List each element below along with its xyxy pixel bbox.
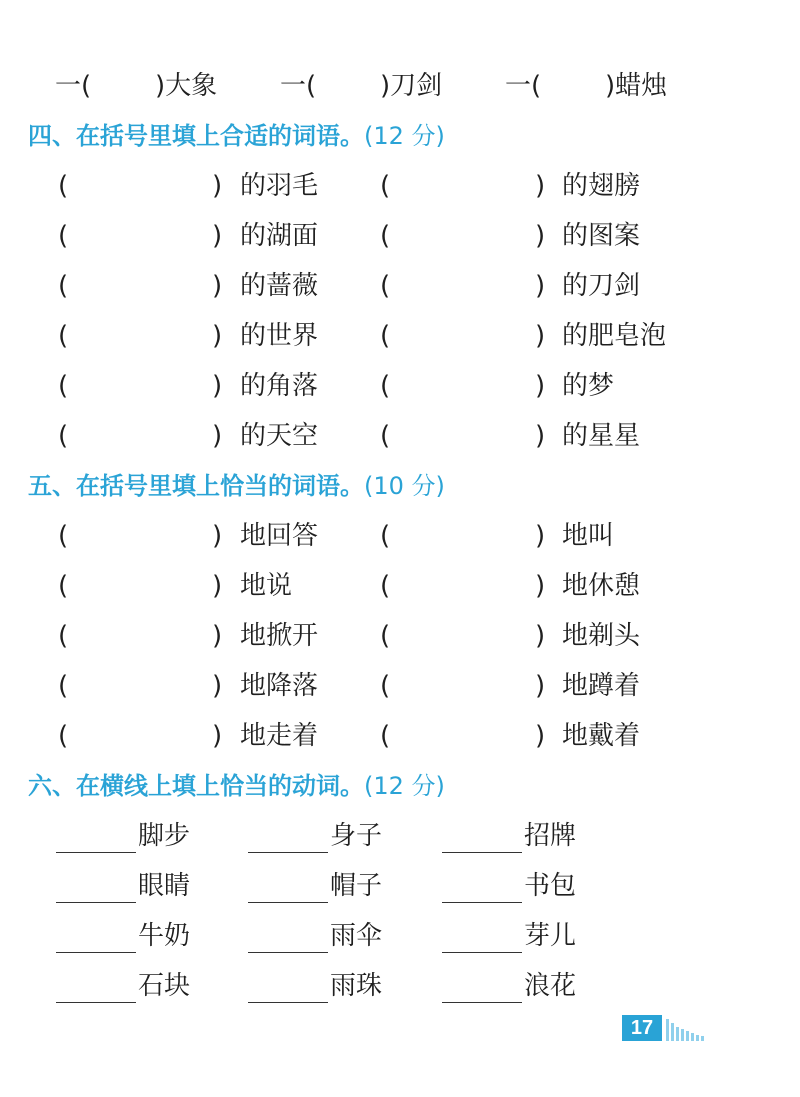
- section6-word: 牛奶: [138, 921, 191, 951]
- section6-word: 雨珠: [330, 971, 383, 1001]
- section4-score: (12 分): [364, 122, 445, 150]
- open-paren: (: [380, 371, 391, 401]
- open-paren: (: [58, 421, 69, 451]
- open-paren: (: [380, 671, 391, 701]
- top-prefix-2: 一(: [280, 71, 317, 101]
- close-paren: ): [212, 671, 223, 701]
- open-paren: (: [58, 571, 69, 601]
- section5-score: (10 分): [364, 472, 445, 500]
- section4-left-word: 的世界: [240, 321, 319, 351]
- section5-right-word: 地休憩: [562, 571, 641, 601]
- open-paren: (: [380, 271, 391, 301]
- close-paren: ): [212, 421, 223, 451]
- section4-right-word: 的肥皂泡: [562, 321, 667, 351]
- section6-word: 浪花: [524, 971, 577, 1001]
- section5-left-word: 地降落: [240, 671, 319, 701]
- answer-blank[interactable]: [442, 852, 522, 853]
- top-suffix-2: )刀剑: [380, 71, 443, 101]
- answer-blank[interactable]: [442, 1002, 522, 1003]
- open-paren: (: [380, 721, 391, 751]
- close-paren: ): [535, 421, 546, 451]
- close-paren: ): [212, 621, 223, 651]
- open-paren: (: [58, 271, 69, 301]
- open-paren: (: [380, 321, 391, 351]
- section6-word: 芽儿: [524, 921, 577, 951]
- section4-right-word: 的梦: [562, 371, 615, 401]
- section5-right-word: 地戴着: [562, 721, 641, 751]
- section6-word: 帽子: [330, 871, 383, 901]
- section5-heading: [28, 470, 445, 502]
- close-paren: ): [212, 321, 223, 351]
- section5-left-word: 地掀开: [240, 621, 319, 651]
- section4-right-word: 的星星: [562, 421, 641, 451]
- open-paren: (: [58, 321, 69, 351]
- close-paren: ): [535, 671, 546, 701]
- section4-left-word: 的天空: [240, 421, 319, 451]
- open-paren: (: [58, 221, 69, 251]
- open-paren: (: [58, 371, 69, 401]
- close-paren: ): [212, 221, 223, 251]
- answer-blank[interactable]: [442, 952, 522, 953]
- section5-left-word: 地回答: [240, 521, 319, 551]
- answer-blank[interactable]: [248, 1002, 328, 1003]
- open-paren: (: [58, 621, 69, 651]
- close-paren: ): [212, 271, 223, 301]
- section4-right-word: 的刀剑: [562, 271, 641, 301]
- section4-title: 四、在括号里填上合适的词语。: [28, 122, 364, 150]
- open-paren: (: [58, 721, 69, 751]
- section5-right-word: 地蹲着: [562, 671, 641, 701]
- close-paren: ): [212, 571, 223, 601]
- section4-heading: [28, 120, 445, 152]
- section6-word: 身子: [330, 821, 383, 851]
- section5-left-word: 地走着: [240, 721, 319, 751]
- section6-word: 眼睛: [138, 871, 191, 901]
- open-paren: (: [380, 221, 391, 251]
- section5-right-word: 地叫: [562, 521, 615, 551]
- close-paren: ): [212, 371, 223, 401]
- close-paren: ): [212, 171, 223, 201]
- open-paren: (: [380, 571, 391, 601]
- open-paren: (: [380, 421, 391, 451]
- close-paren: ): [535, 271, 546, 301]
- section6-title: 六、在横线上填上恰当的动词。: [28, 772, 364, 800]
- close-paren: ): [535, 221, 546, 251]
- close-paren: ): [212, 721, 223, 751]
- answer-blank[interactable]: [56, 952, 136, 953]
- open-paren: (: [58, 171, 69, 201]
- open-paren: (: [380, 621, 391, 651]
- close-paren: ): [535, 171, 546, 201]
- page-number: 17: [622, 1015, 662, 1041]
- open-paren: (: [380, 171, 391, 201]
- top-suffix-3: )蜡烛: [605, 71, 668, 101]
- answer-blank[interactable]: [442, 902, 522, 903]
- top-prefix-3: 一(: [505, 71, 542, 101]
- bars-decoration-icon: [666, 1015, 706, 1041]
- section5-right-word: 地剃头: [562, 621, 641, 651]
- section4-right-word: 的翅膀: [562, 171, 641, 201]
- section6-word: 石块: [138, 971, 191, 1001]
- section5-title: 五、在括号里填上恰当的词语。: [28, 472, 364, 500]
- section6-word: 招牌: [524, 821, 577, 851]
- close-paren: ): [535, 521, 546, 551]
- section6-heading: [28, 770, 445, 802]
- section5-left-word: 地说: [240, 571, 293, 601]
- section4-left-word: 的羽毛: [240, 171, 319, 201]
- open-paren: (: [58, 671, 69, 701]
- section6-score: (12 分): [364, 772, 445, 800]
- top-suffix-1: )大象: [155, 71, 218, 101]
- section6-word: 书包: [524, 871, 577, 901]
- close-paren: ): [535, 321, 546, 351]
- close-paren: ): [212, 521, 223, 551]
- answer-blank[interactable]: [56, 1002, 136, 1003]
- section4-right-word: 的图案: [562, 221, 641, 251]
- close-paren: ): [535, 371, 546, 401]
- close-paren: ): [535, 571, 546, 601]
- answer-blank[interactable]: [56, 852, 136, 853]
- close-paren: ): [535, 721, 546, 751]
- top-prefix-1: 一(: [55, 71, 92, 101]
- answer-blank[interactable]: [248, 902, 328, 903]
- answer-blank[interactable]: [248, 952, 328, 953]
- section6-word: 雨伞: [330, 921, 383, 951]
- section6-word: 脚步: [138, 821, 191, 851]
- open-paren: (: [58, 521, 69, 551]
- answer-blank[interactable]: [248, 852, 328, 853]
- close-paren: ): [535, 621, 546, 651]
- section4-left-word: 的角落: [240, 371, 319, 401]
- open-paren: (: [380, 521, 391, 551]
- answer-blank[interactable]: [56, 902, 136, 903]
- section4-left-word: 的湖面: [240, 221, 319, 251]
- section4-left-word: 的蔷薇: [240, 271, 319, 301]
